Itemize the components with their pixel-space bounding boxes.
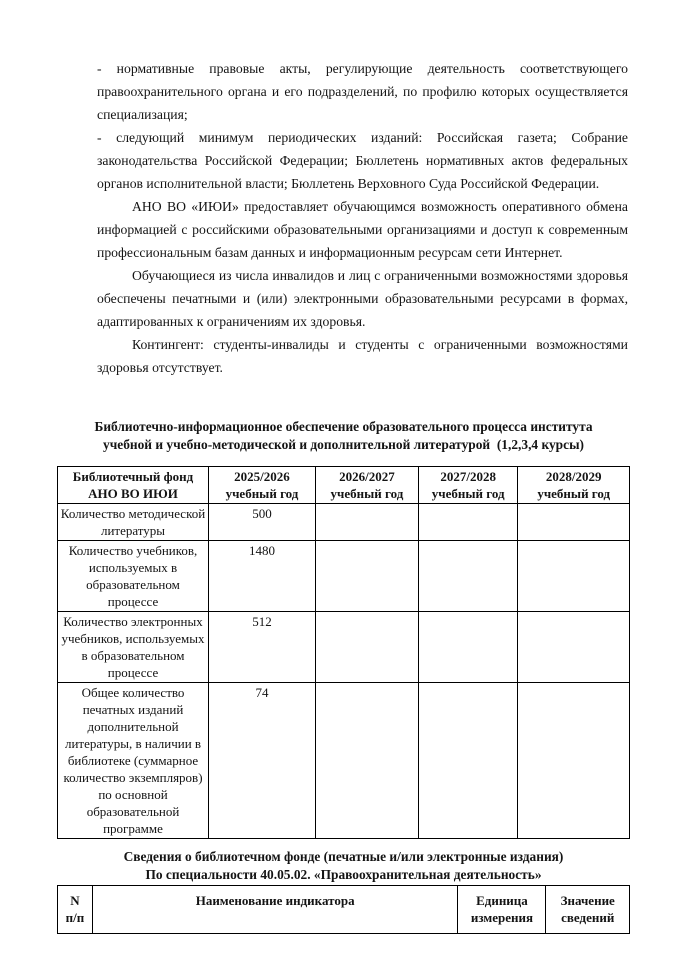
num-sublabel: п/п — [65, 910, 85, 925]
year-label: 2025/2026 — [234, 469, 290, 484]
table-row-textbooks — [58, 541, 630, 612]
paragraph-normative-acts: - нормативные правовые акты, регулирующие деятельность соответствующего правоохранительного органа и его подразделений, по профилю которых осуществляется специализация; — [97, 61, 628, 122]
year-sublabel: учебный год — [431, 486, 505, 501]
fund-info-title-line1: Сведения о библиотечном фонде (печатные и/или электронные издания) — [123, 849, 564, 864]
paragraph-disabled-students: Обучающиеся из числа инвалидов и лиц с ограниченными возможностями здоровья обеспечены печатными и (или) электронными образовательными ресурсами в формах, адаптированных к ограничениям их здоровья. — [97, 268, 628, 329]
value-cell — [418, 612, 518, 683]
header-cell-indicator — [92, 886, 458, 934]
header-library-fund-line2: АНО ВО ИЮИ — [88, 486, 178, 501]
fund-info-header-row — [58, 886, 630, 934]
body-text-block — [97, 57, 628, 379]
library-table-title-line2: учебной и учебно-методической и дополнительной литературой (1,2,3,4 курсы) — [103, 436, 584, 452]
row-label-cell: Общее количество печатных изданий дополнительной литературы, в наличии в библиотеке (суммарное количество экземпляров) по основной образовательной программе — [58, 683, 209, 839]
value-cell — [315, 541, 418, 612]
value-cell — [418, 504, 518, 541]
header-cell-year-2025-2026 — [209, 467, 316, 504]
table-row-methodical-literature — [58, 504, 630, 541]
unit-label: Единица — [476, 893, 528, 908]
value-cell: 74 — [209, 683, 316, 839]
value-cell: 1480 — [209, 541, 316, 612]
paragraph-info-exchange: АНО ВО «ИЮИ» предоставляет обучающимся возможность оперативного обмена информацией с российскими образовательными организациями и доступ к современным профессиональным базам данных и информационным ресурсам сети Интернет. — [97, 199, 628, 260]
value-cell — [315, 683, 418, 839]
library-table-title — [57, 418, 630, 453]
value-cell — [518, 504, 630, 541]
header-cell-unit — [458, 886, 546, 934]
value-cell: 512 — [209, 612, 316, 683]
value-cell — [418, 541, 518, 612]
year-sublabel: учебный год — [225, 486, 299, 501]
header-cell-number — [58, 886, 93, 934]
header-cell-year-2026-2027 — [315, 467, 418, 504]
year-label: 2027/2028 — [440, 469, 496, 484]
header-cell-library-fund — [58, 467, 209, 504]
year-label: 2028/2029 — [545, 469, 602, 484]
library-table-header-row — [58, 467, 630, 504]
value-cell: 500 — [209, 504, 316, 541]
year-sublabel: учебный год — [330, 486, 404, 501]
fund-info-title — [57, 848, 630, 883]
value-cell — [315, 504, 418, 541]
value-cell — [518, 541, 630, 612]
indicator-label: Наименование индикатора — [195, 893, 355, 908]
year-sublabel: учебный год — [537, 486, 611, 501]
header-cell-year-2028-2029 — [518, 467, 630, 504]
unit-sublabel: измерения — [470, 910, 534, 925]
year-label: 2026/2027 — [339, 469, 395, 484]
library-table-title-line1: Библиотечно-информационное обеспечение образовательного процесса института — [94, 419, 593, 434]
header-cell-value — [546, 886, 630, 934]
fund-info-table — [57, 885, 630, 934]
value-cell — [518, 683, 630, 839]
paragraph-periodicals: - следующий минимум периодических изданий: Российская газета; Собрание законодательства Российской Федерации; Бюллетень нормативных актов федеральных органов исполнительной власти; Бюллетень Верховного Суда Российской Федерации. — [97, 130, 628, 191]
header-library-fund-line1: Библиотечный фонд — [72, 469, 194, 484]
value-cell — [315, 612, 418, 683]
paragraph-contingent: Контингент: студенты-инвалиды и студенты с ограниченными возможностями здоровья отсутствует. — [97, 337, 628, 375]
row-label-cell: Количество методической литературы — [58, 504, 209, 541]
value-cell — [518, 612, 630, 683]
row-label-cell: Количество учебников, используемых в образовательном процессе — [58, 541, 209, 612]
row-label-cell: Количество электронных учебников, используемых в образовательном процессе — [58, 612, 209, 683]
table-row-printed-additional-literature — [58, 683, 630, 839]
value-cell — [418, 683, 518, 839]
num-label: N — [70, 893, 80, 908]
fund-info-title-line2: По специальности 40.05.02. «Правоохранительная деятельность» — [145, 866, 542, 882]
table-row-electronic-textbooks — [58, 612, 630, 683]
library-fund-table — [57, 466, 630, 839]
value-label: Значение — [560, 893, 615, 908]
header-cell-year-2027-2028 — [418, 467, 518, 504]
value-sublabel: сведений — [561, 910, 615, 925]
